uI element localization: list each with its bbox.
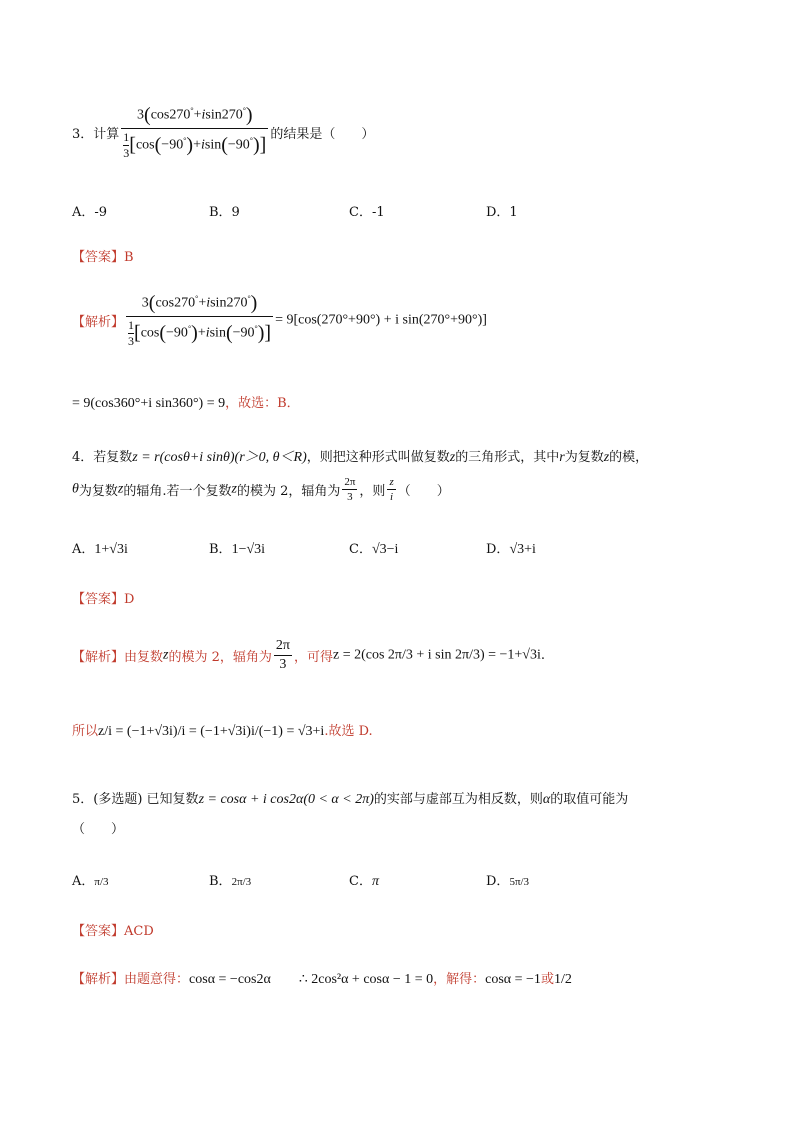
q5-stem-line1 [72, 788, 628, 808]
q5-formula-2: ∴ 2cos²α + cosα − 1 = 0 [298, 972, 434, 987]
q4-answer [72, 588, 134, 607]
q5-answer [72, 920, 154, 939]
q4-stem-line1 [72, 446, 648, 466]
q3-option-d: D．1 [486, 205, 518, 220]
q3-answer-label: 【答案】 [72, 250, 125, 265]
q5-text: 的实部与虚部互为相反数，则 [373, 792, 543, 807]
q5-formula-4: 1/2 [553, 972, 572, 987]
q5-option-a [72, 870, 109, 889]
q3-option-a: A．-9 [72, 205, 108, 220]
q5-answer-label: 【答案】 [72, 924, 125, 939]
q4-var-r: r [559, 450, 565, 465]
q5-option-c [349, 870, 379, 890]
q4-angle-den: 3 [274, 655, 292, 673]
q5-text: 的取值可能为 [550, 792, 629, 807]
q3-analysis-fraction: 3(cos270°+isin270°) $\frac{1}{3}$ [cos(−90°)+isin(−90°)] [128, 292, 272, 348]
q4-option-value: √3−i [371, 542, 399, 557]
q4-stem-line2 [72, 476, 450, 503]
q4-var-theta: θ [72, 481, 79, 497]
q3-prefix: 3．计算 [72, 127, 120, 142]
q4-text: 的三角形式，其中 [455, 450, 560, 465]
q4-option-c [349, 538, 398, 558]
q4-analysis [72, 638, 545, 673]
q5-option-value: π [371, 874, 379, 889]
q5-option-letter: A． [72, 874, 95, 889]
q3-option-c: C．-1 [349, 205, 385, 220]
q3-expression: 3(cos270°+isin270°) $\frac{1}{3}$ [cos(−90°)+isin(−90°)] [123, 104, 267, 160]
q5-analysis [72, 968, 572, 988]
q4-var-z: z [603, 450, 610, 465]
q4-option-value: 1−√3i [231, 542, 266, 557]
q4-option-value: √3+i [509, 542, 536, 557]
q5-formula: z = cosα + i cos2α(0 < α < 2π) [198, 792, 374, 807]
q5-blank: （ ） [72, 822, 125, 837]
q5-analysis-label: 【解析】 [72, 972, 125, 987]
q5-option-b [209, 870, 251, 889]
q4-analysis-text: . [540, 648, 546, 663]
q5-option-d [486, 870, 529, 889]
q4-text: 4．若复数 [72, 450, 133, 465]
q5-option-letter: B． [209, 874, 232, 889]
q4-option-letter: B． [209, 542, 232, 557]
q4-text: 的辐角.若一个复数 [123, 484, 232, 499]
q4-var-z: z [231, 481, 237, 497]
q5-analysis-or: 或 [540, 972, 554, 987]
q4-analysis-angle [274, 638, 292, 673]
q5-option-value: 2π/3 [231, 876, 252, 888]
q4-text: ，则 [359, 484, 386, 499]
q3-option-b: B．9 [209, 205, 240, 220]
q5-analysis-text: 由题意得： [124, 972, 190, 987]
q4-option-b [209, 538, 265, 558]
q3-step2-line [72, 392, 300, 412]
q3-suffix: 的结果是（ ） [270, 127, 375, 142]
q3-step2: = 9(cos360°+i sin360°) = 9 [72, 396, 226, 411]
q5-formula-3: cosα = −1 [485, 972, 541, 987]
q4-conclusion [72, 720, 373, 740]
q4-text: 的模， [609, 450, 649, 465]
q4-angle-num: 2π [275, 638, 290, 653]
q3-analysis-label: 【解析】 [72, 315, 125, 330]
q4-angle-num: 2π [344, 476, 356, 488]
q5-stem-line2 [72, 818, 124, 837]
q5-analysis-text: ，解得： [433, 972, 486, 987]
q4-var-z: z [163, 647, 169, 663]
q4-zi-den: i [387, 489, 395, 503]
q3-stem [72, 104, 374, 161]
q4-option-letter: C． [349, 542, 372, 557]
q4-text: ，则把这种形式叫做复数 [306, 450, 450, 465]
q5-option-value: 5π/3 [509, 876, 530, 888]
q4-so-tail: .故选 D. [324, 724, 373, 739]
q3-step2-tail: ，故选：B． [225, 396, 300, 411]
q4-var-z: z [117, 481, 124, 497]
q4-so-label: 所以 [72, 724, 99, 739]
q4-option-letter: D． [486, 542, 510, 557]
q4-text: 为复数 [564, 450, 604, 465]
q5-answer-value: ACD [124, 924, 154, 939]
q4-options [72, 538, 722, 556]
q5-option-value: π/3 [94, 876, 109, 888]
q4-so-formula: z/i = (−1+√3i)/i = (−1+√3i)i/(−1) = √3+i [98, 724, 325, 739]
q4-text: 为复数 [78, 484, 118, 499]
q5-options [72, 862, 722, 898]
q4-zi-num: z [389, 476, 394, 488]
q4-analysis-text: 的模为 2，辐角为 [168, 650, 272, 665]
q4-analysis-text: ，可得 [293, 650, 333, 665]
q4-text: （ ） [397, 484, 450, 499]
q3-answer-value: B [124, 250, 134, 265]
q4-zi-fraction [387, 476, 395, 503]
q5-var-alpha: α [542, 792, 551, 807]
q4-angle-den: 3 [342, 489, 357, 503]
q5-option-letter: C． [349, 874, 372, 889]
q4-analysis-label: 【解析】 [72, 650, 125, 665]
q5-formula-1: cosα = −cos2α [189, 972, 271, 987]
q3-analysis [72, 292, 487, 349]
q4-formula: z = r(cosθ+i sinθ)(r＞0, θ＜R) [132, 450, 307, 465]
q5-text: 5．(多选题) 已知复数 [72, 792, 199, 807]
q4-option-a [72, 538, 128, 558]
q4-text: 的模为 2，辐角为 [236, 484, 341, 499]
q4-answer-value: D [124, 592, 135, 607]
q4-option-letter: A． [72, 542, 95, 557]
q4-option-value: 1+√3i [94, 542, 128, 557]
q3-answer [72, 246, 134, 265]
q4-analysis-formula: z = 2(cos 2π/3 + i sin 2π/3) = −1+√3i [332, 647, 541, 663]
q4-option-d [486, 538, 536, 558]
q4-angle-fraction [342, 476, 357, 503]
q3-options [72, 201, 722, 219]
q5-option-letter: D． [486, 874, 510, 889]
q3-step1: = 9[cos(270°+90°) + i sin(270°+90°)] [275, 312, 487, 328]
q4-analysis-text: 由复数 [124, 650, 164, 665]
q4-answer-label: 【答案】 [72, 592, 125, 607]
q4-var-z: z [449, 450, 456, 465]
